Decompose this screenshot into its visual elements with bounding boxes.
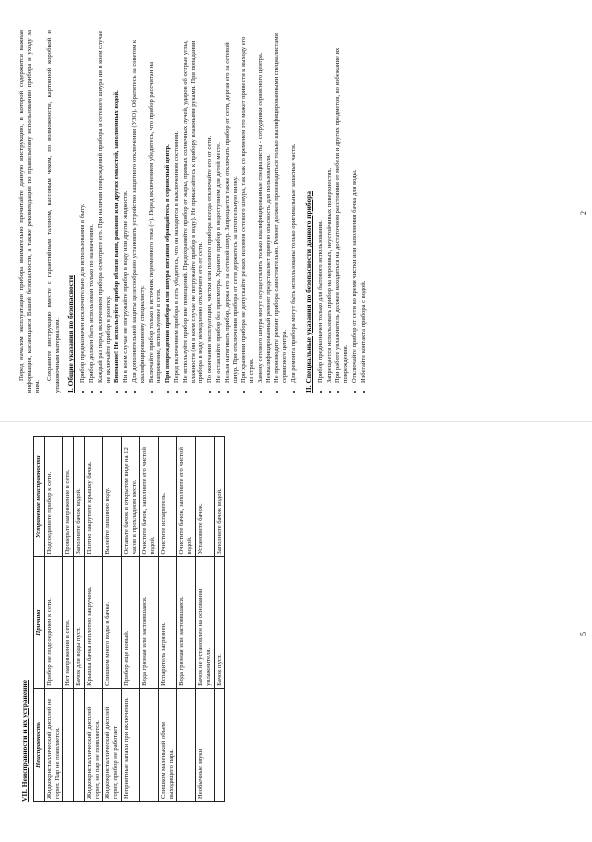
column-header: Устранение неисправности bbox=[34, 437, 45, 557]
intro-paragraph: Сохраните инструкцию вместе с гарантийным талоном, кассовым чеком, по возможности, картонной коробкой и упаковочным материалом. bbox=[46, 30, 62, 393]
list-item: • Прибор должен быть использован только по назначению. bbox=[88, 30, 96, 383]
table-cell: Очистите бачок, заполните его чистой водой. bbox=[177, 437, 196, 557]
list-item: • Для дополнительной защиты целесообразно установить устройство защитного отключения (УЗО). Обратитесь за советом к квалифицированному специалисту. bbox=[131, 30, 147, 383]
table-cell: Испаритель загрязнен. bbox=[158, 557, 177, 688]
table-row bbox=[214, 437, 225, 802]
table-cell: Оставьте бачок в открытом виде на 12 часов в прохладном месте. bbox=[121, 437, 140, 557]
list-item: • Ни в коем случае не погружайте прибор в воду или другие жидкости. bbox=[122, 30, 130, 383]
table-cell: Установите бачок. bbox=[196, 437, 215, 557]
table-cell: Бачок не установлен на основании увлажнителя. bbox=[196, 557, 215, 688]
table-row bbox=[74, 437, 85, 802]
table-row bbox=[44, 437, 63, 802]
table-cell: Бачок пуст. bbox=[214, 557, 225, 688]
table-row bbox=[158, 437, 177, 802]
table-cell: Жидкокристаллический дисплей горит, прибор не работает bbox=[103, 688, 122, 801]
column-header: Причина bbox=[34, 557, 45, 688]
list-item: • Для ремонта прибора могут быть использованы только оригинальные запасные части. bbox=[290, 30, 298, 383]
table-cell: Вылейте лишнюю воду. bbox=[103, 437, 122, 557]
list-item: • По окончании эксплуатации, чистки или полного прибора всегда отключайте его от сети. bbox=[206, 30, 214, 383]
list-item: • При повреждении прибора или шнура питания обращайтесь в сервисный центр. bbox=[164, 30, 172, 383]
list-item: • Отключайте прибор от сети во время чистки или заполнения бачка для воды. bbox=[351, 30, 359, 383]
table-cell: Бачок для воды пуст. bbox=[74, 557, 85, 688]
table-cell: Прибор еще новый. bbox=[121, 557, 140, 688]
table-cell: Плотно закрутите крышку бачка. bbox=[84, 437, 103, 557]
table-cell bbox=[74, 688, 85, 801]
list-item: • Нельзя натягивать прибор, держа его за сетевой шнур. Запрещается также отключать прибор от сети, дергая его за сетевой шнур. При отключении прибора от сети держитесь за штепсельную вилку. bbox=[224, 30, 240, 383]
list-item: • Прибор предназначен только для бытового использования. bbox=[317, 30, 325, 383]
table-cell: Вода грязная или застоявшаяся. bbox=[140, 557, 159, 688]
table-row bbox=[103, 437, 122, 802]
table-cell: Очистите бачок, заполните его чистой водой. bbox=[140, 437, 159, 557]
list-item: • Замену сетевого шнура могут осуществлять только квалифицированные специалисты - сотрудники сервисного центра. Неквалифицированный ремонт представляет прямую опасность для пользователя. bbox=[257, 30, 273, 383]
general-safety-list bbox=[79, 30, 298, 393]
table-header-row bbox=[34, 437, 45, 802]
list-item: • Не оставляйте прибор без присмотра. Храните прибор в недоступном для детей месте. bbox=[215, 30, 223, 383]
table-cell: Неприятные запахи при включении. bbox=[121, 688, 140, 801]
list-item: • Каждый раз перед включением прибора осмотрите его. При наличии повреждений прибора и сетевого шнура ни в коем случае не включайте прибор в розетку. bbox=[97, 30, 113, 383]
page-fold-divider bbox=[0, 421, 592, 422]
list-item: • Избегайте контакта прибора с водой. bbox=[360, 30, 368, 383]
table-cell: Крышка бачка неплотно закручена. bbox=[84, 557, 103, 688]
troubleshooting-table bbox=[33, 436, 225, 802]
table-cell: Заполните бачок водой. bbox=[74, 437, 85, 557]
troubleshooting-title: VII. Неисправности и их устранение bbox=[20, 680, 29, 802]
intro-paragraph: Перед началом эксплуатации прибора внимательно прочитайте данную инструкцию, в которой содержится важная информация, касающаяся Вашей безопасности, а также рекомендации по правильному использованию прибора и уходу за ним. bbox=[18, 30, 42, 393]
table-cell: Слишком много воды в бачке. bbox=[103, 557, 122, 688]
table-cell: Слишком маленький объем выходящего пара. bbox=[158, 688, 177, 801]
table-cell: Очистите испаритель. bbox=[158, 437, 177, 557]
table-cell: Необычные звуки bbox=[196, 688, 215, 801]
table-cell bbox=[177, 688, 196, 801]
table-row bbox=[84, 437, 103, 802]
table-row bbox=[140, 437, 159, 802]
list-item: • Включайте прибор только в источник переменного тока (~). Перед включением убедитесь, что прибор рассчитан на напряжение, используемое в сети. bbox=[148, 30, 164, 383]
list-item: • Не используйте прибор вне помещений. Предохраняйте прибор от жары, прямых солнечных лучей, ударов об острые углы, влажности (ни в коем случае не погружайте прибор в воду). Не прикасайтесь к прибору влажными руками. При попадании прибора в воду немедленно отключите его от сети. bbox=[182, 30, 205, 383]
list-item: • Перед включением прибора в сеть убедитесь, что он находится в выключенном состоянии. bbox=[173, 30, 181, 383]
table-cell: Проверьте напряжение в сети. bbox=[63, 437, 74, 557]
table-cell bbox=[140, 688, 159, 801]
table-cell: Жидкокристаллический дисплей не горит. Пар не появляется. bbox=[44, 688, 63, 801]
table-cell: Прибор не подсоединен к сети. bbox=[44, 557, 63, 688]
list-item: • Не производите ремонт прибора самостоятельно. Ремонт должен производиться только квалифицированными специалистами сервисного центра. bbox=[273, 30, 289, 383]
column-header: Неисправность bbox=[34, 688, 45, 801]
list-item: • При хранении прибора не допускайте резких изломов сетевого шнура, так как со временем это может привести к выходу его из строя. bbox=[240, 30, 256, 383]
list-item: • Прибор предназначен исключительно для использования в быту. bbox=[79, 30, 87, 383]
table-row bbox=[63, 437, 74, 802]
table-row bbox=[177, 437, 196, 802]
special-safety-list bbox=[317, 30, 368, 393]
table-cell bbox=[63, 688, 74, 801]
special-safety-title: II. Специальные указания по безопасности данного прибора bbox=[303, 191, 313, 393]
list-item: • Запрещается использовать прибор на неровных, неустойчивых поверхностях. bbox=[326, 30, 334, 383]
list-item: • При работе увлажнитель должен находиться на достаточном расстоянии от мебели и других предметов, во избежание их повреждения. bbox=[334, 30, 350, 383]
table-cell: Заполните бачок водой. bbox=[214, 437, 225, 557]
table-row bbox=[196, 437, 215, 802]
table-cell: Подсоедините прибор к сети. bbox=[44, 437, 63, 557]
table-cell bbox=[214, 688, 225, 801]
page-number: 2 bbox=[579, 211, 588, 215]
table-cell: Вода грязная или застоявшаяся. bbox=[177, 557, 196, 688]
table-cell: Нет напряжения в сети. bbox=[63, 557, 74, 688]
table-cell: Жидкокристаллический дисплей горит, но пар не появляется. bbox=[84, 688, 103, 801]
table-row bbox=[121, 437, 140, 802]
left-page bbox=[0, 422, 592, 842]
page-number: 5 bbox=[579, 632, 588, 636]
list-item: • Внимание! Не используйте прибор вблизи ванн, раковин или других емкостей, заполненных водой. bbox=[113, 30, 121, 383]
general-safety-title: I. Общие указания по безопасности bbox=[66, 275, 76, 393]
